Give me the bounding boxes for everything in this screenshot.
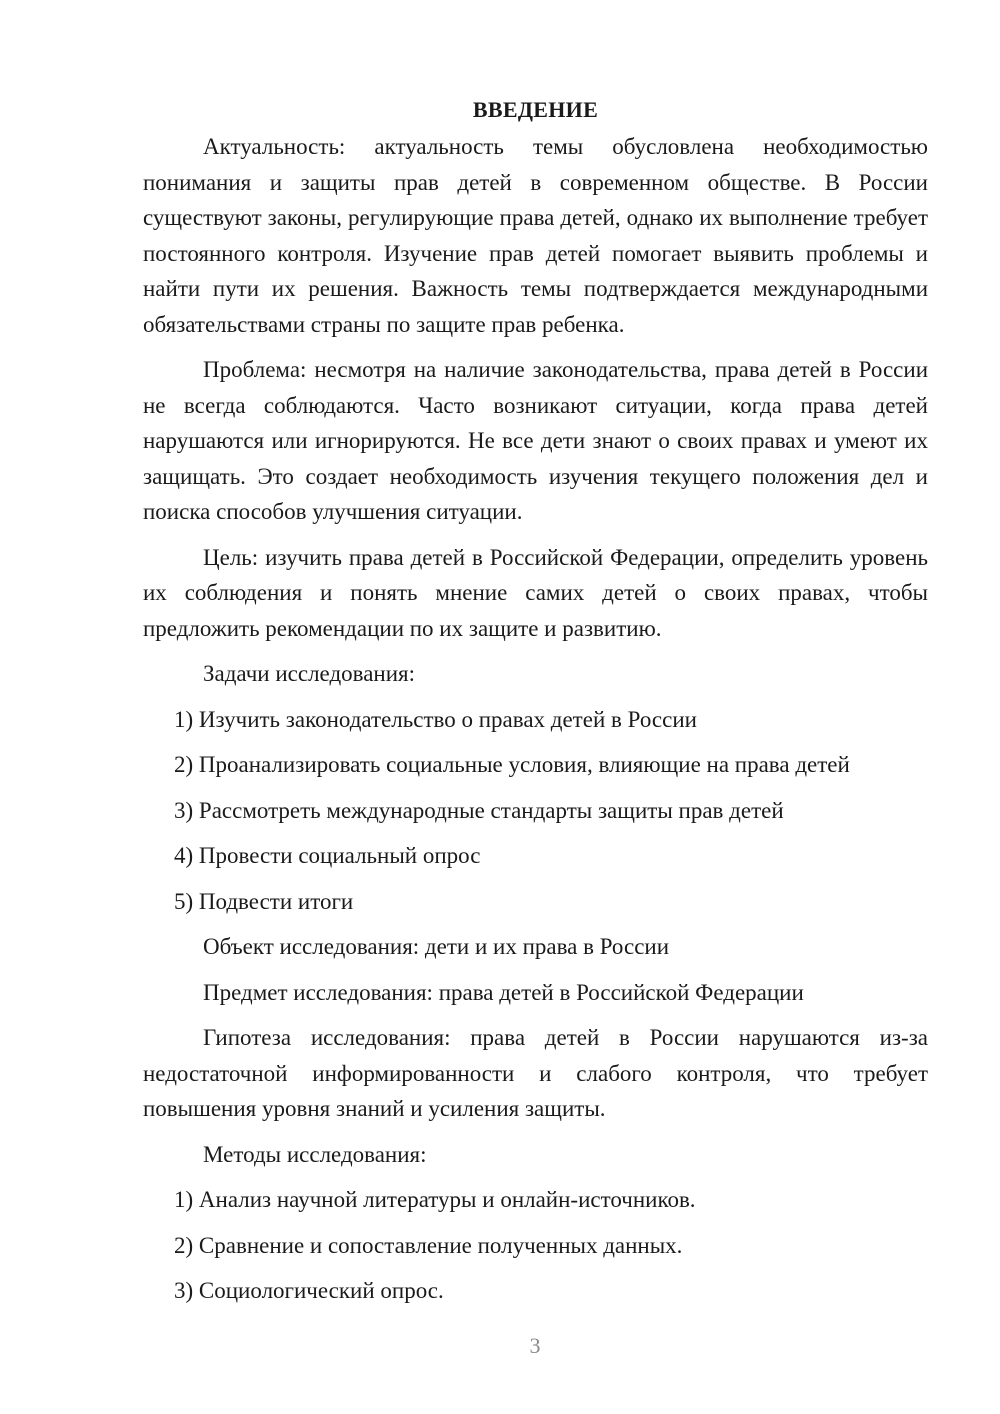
task-item: 5) Подвести итоги [174, 888, 354, 914]
hypothesis-paragraph: Гипотеза исследования: права детей в России нарушаются из-за недостаточной информированности и слабого контроля, что требует повышения уровня знаний и усиления защиты. [143, 1025, 928, 1121]
method-item: 2) Сравнение и сопоставление полученных данных. [174, 1232, 683, 1258]
goal-paragraph: Цель: изучить права детей в Российской Федерации, определить уровень их соблюдения и понять мнение самих детей о своих правах, чтобы предложить рекомендации по их защите и развитию. [143, 544, 928, 641]
task-item: 3) Рассмотреть международные стандарты защиты прав детей [174, 797, 784, 823]
object-line: Объект исследования: дети и их права в России [203, 934, 670, 959]
page-title: ВВЕДЕНИЕ [472, 97, 599, 122]
relevance-paragraph: Актуальность: актуальность темы обусловлена необходимостью понимания и защиты прав детей в современном обществе. В России существуют законы, регулирующие права детей, однако их выполнение требует постоянного контроля. Изучение прав детей помогает выявить проблемы и найти пути их решения. Важность темы подтверждается международными обязательствами страны по защите прав ребенка. [143, 134, 928, 337]
method-item: 3) Социологический опрос. [174, 1278, 444, 1303]
task-item: 1) Изучить законодательство о правах детей в России [174, 706, 697, 732]
page-number: 3 [529, 1333, 541, 1358]
methods-heading: Методы исследования: [203, 1141, 427, 1167]
tasks-heading: Задачи исследования: [203, 661, 416, 686]
subject-line: Предмет исследования: права детей в Российской Федерации [203, 979, 804, 1005]
task-item: 2) Проанализировать социальные условия, влияющие на права детей [174, 752, 850, 777]
document-page [143, 92, 928, 1319]
problem-paragraph: Проблема: несмотря на наличие законодательства, права детей в России не всегда соблюдаются. Часто возникают ситуации, когда права детей нарушаются или игнорируются. Не все дети знают о своих правах и умеют их защищать. Это создает необходимость изучения текущего положения дел и поиска способов улучшения ситуации. [143, 357, 928, 524]
task-item: 4) Провести социальный опрос [174, 843, 481, 868]
method-item: 1) Анализ научной литературы и онлайн-источников. [174, 1187, 696, 1212]
